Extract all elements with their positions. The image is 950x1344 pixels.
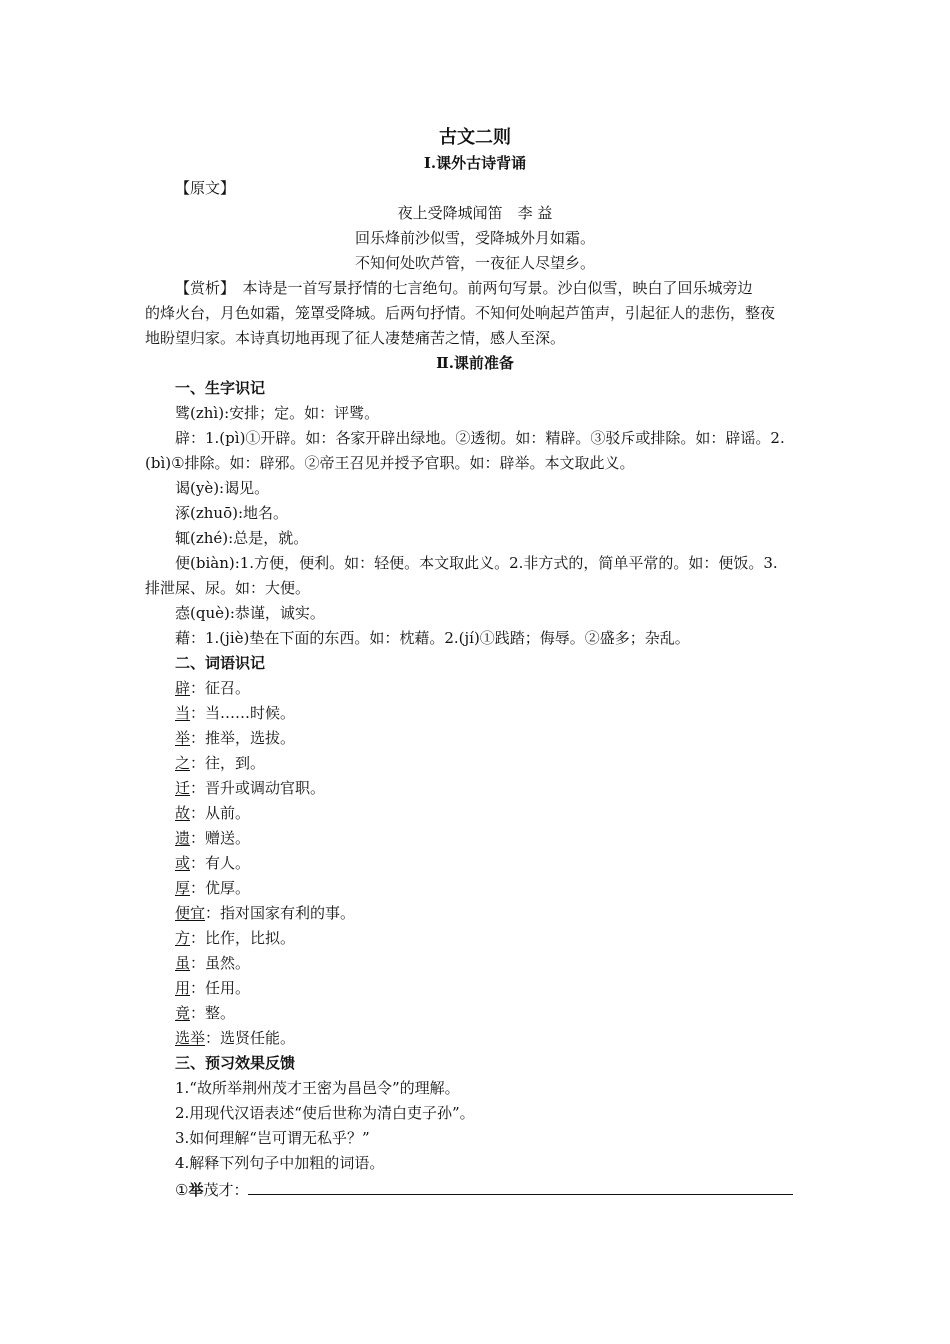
fill-item-bold-word: 举 xyxy=(188,1181,204,1199)
question-item: 1.“故所举荆州茂才王密为昌邑令”的理解。 xyxy=(175,1079,460,1097)
word-def: ：虽然。 xyxy=(190,954,251,972)
word-term: 故 xyxy=(175,804,191,822)
word-def: ：选贤任能。 xyxy=(205,1029,296,1047)
word-term: 方 xyxy=(175,929,191,947)
section-title-2: Ⅱ.课前准备 xyxy=(436,354,514,372)
appreciation-line-1 xyxy=(145,278,805,298)
appreciation-label: 【赏析】 xyxy=(175,279,228,297)
word-entry xyxy=(145,878,805,898)
word-def: ：有人。 xyxy=(190,854,251,872)
char-entry: 便(biàn):1.方便，便利。如：轻便。本文取此义。2.非方式的，简单平常的。如：便饭。3. xyxy=(175,554,778,572)
word-entry xyxy=(145,728,805,748)
char-entry: 藉：1.(jiè)垫在下面的东西。如：枕藉。2.(jí)①践踏；侮辱。②盛多；杂乱。 xyxy=(175,629,690,647)
part-title-chars: 一、生字识记 xyxy=(175,379,266,397)
word-entry xyxy=(145,978,805,998)
word-def: ：当……时候。 xyxy=(190,704,296,722)
word-entry xyxy=(145,953,805,973)
word-def: ：赠送。 xyxy=(190,829,251,847)
word-def: ：指对国家有利的事。 xyxy=(205,904,356,922)
word-term: 迁 xyxy=(175,779,191,797)
word-term: 竟 xyxy=(175,1004,191,1022)
question-item: 4.解释下列句子中加粗的词语。 xyxy=(175,1154,385,1172)
word-term: 遗 xyxy=(175,829,191,847)
word-entry xyxy=(145,853,805,873)
word-entry xyxy=(145,903,805,923)
char-entry: 骘(zhì):安排；定。如：评骘。 xyxy=(175,404,380,422)
word-def: ：任用。 xyxy=(190,979,251,997)
document-title: 古文二则 xyxy=(439,127,511,148)
poem-line-1: 回乐烽前沙似雪，受降城外月如霜。 xyxy=(354,229,595,247)
word-term: 或 xyxy=(175,854,191,872)
word-def: ：往，到。 xyxy=(190,754,266,772)
char-entry: 悫(què):恭谨，诚实。 xyxy=(175,604,325,622)
part-title-feedback: 三、预习效果反馈 xyxy=(175,1054,296,1072)
word-entry xyxy=(145,803,805,823)
char-entry: 辟：1.(pì)①开辟。如：各家开辟出绿地。②透彻。如：精辟。③驳斥或排除。如：辟谣。2. xyxy=(175,429,785,447)
question-item: 3.如何理解“岂可谓无私乎？” xyxy=(175,1129,370,1147)
char-entry-cont: 排泄屎、尿。如：大便。 xyxy=(145,579,311,597)
poem-title: 夜上受降城闻笛 李 益 xyxy=(397,204,553,222)
appreciation-line-2: 的烽火台，月色如霜，笼罩受降城。后两句抒情。不知何处响起芦笛声，引起征人的悲伤，整夜 xyxy=(145,304,776,322)
fill-item xyxy=(145,1180,810,1200)
word-term: 举 xyxy=(175,729,191,747)
word-term: 辟 xyxy=(175,679,191,697)
word-entry xyxy=(145,1003,805,1023)
word-entry xyxy=(145,1028,805,1048)
word-def: ：征召。 xyxy=(190,679,251,697)
word-def: ：优厚。 xyxy=(190,879,251,897)
word-def: ：从前。 xyxy=(190,804,251,822)
fill-item-number: ① xyxy=(175,1181,189,1199)
word-def: ：推举，选拔。 xyxy=(190,729,296,747)
word-term: 便宜 xyxy=(175,904,206,922)
word-def: ：比作，比拟。 xyxy=(190,929,296,947)
fill-item-text: 茂才： xyxy=(203,1181,249,1199)
poem-line-2: 不知何处吹芦管，一夜征人尽望乡。 xyxy=(354,254,595,272)
char-entry: 谒(yè):谒见。 xyxy=(175,479,270,497)
char-entry-cont: (bì)①排除。如：辟邪。②帝王召见并授予官职。如：辟举。本文取此义。 xyxy=(145,454,635,472)
word-entry xyxy=(145,928,805,948)
word-entry xyxy=(145,778,805,798)
word-term: 选举 xyxy=(175,1029,206,1047)
word-entry xyxy=(145,678,805,698)
word-term: 厚 xyxy=(175,879,191,897)
answer-blank-line[interactable] xyxy=(248,1180,793,1195)
word-entry xyxy=(145,828,805,848)
word-term: 虽 xyxy=(175,954,191,972)
char-entry: 辄(zhé):总是，就。 xyxy=(175,529,309,547)
char-entry: 涿(zhuō):地名。 xyxy=(175,504,289,522)
word-def: ：整。 xyxy=(190,1004,236,1022)
word-entry xyxy=(145,703,805,723)
word-term: 用 xyxy=(175,979,191,997)
part-title-words: 二、词语识记 xyxy=(175,654,266,672)
section-title-1: Ⅰ.课外古诗背诵 xyxy=(423,154,527,172)
word-term: 之 xyxy=(175,754,191,772)
word-entry xyxy=(145,753,805,773)
appreciation-text-1: 本诗是一首写景抒情的七言绝句。前两句写景。沙白似雪，映白了回乐城旁边 xyxy=(227,279,753,297)
word-term: 当 xyxy=(175,704,191,722)
question-item: 2.用现代汉语表述“使后世称为清白吏子孙”。 xyxy=(175,1104,475,1122)
original-label: 【原文】 xyxy=(175,179,236,197)
appreciation-line-3: 地盼望归家。本诗真切地再现了征人凄楚痛苦之情，感人至深。 xyxy=(145,329,566,347)
word-def: ：晋升或调动官职。 xyxy=(190,779,326,797)
